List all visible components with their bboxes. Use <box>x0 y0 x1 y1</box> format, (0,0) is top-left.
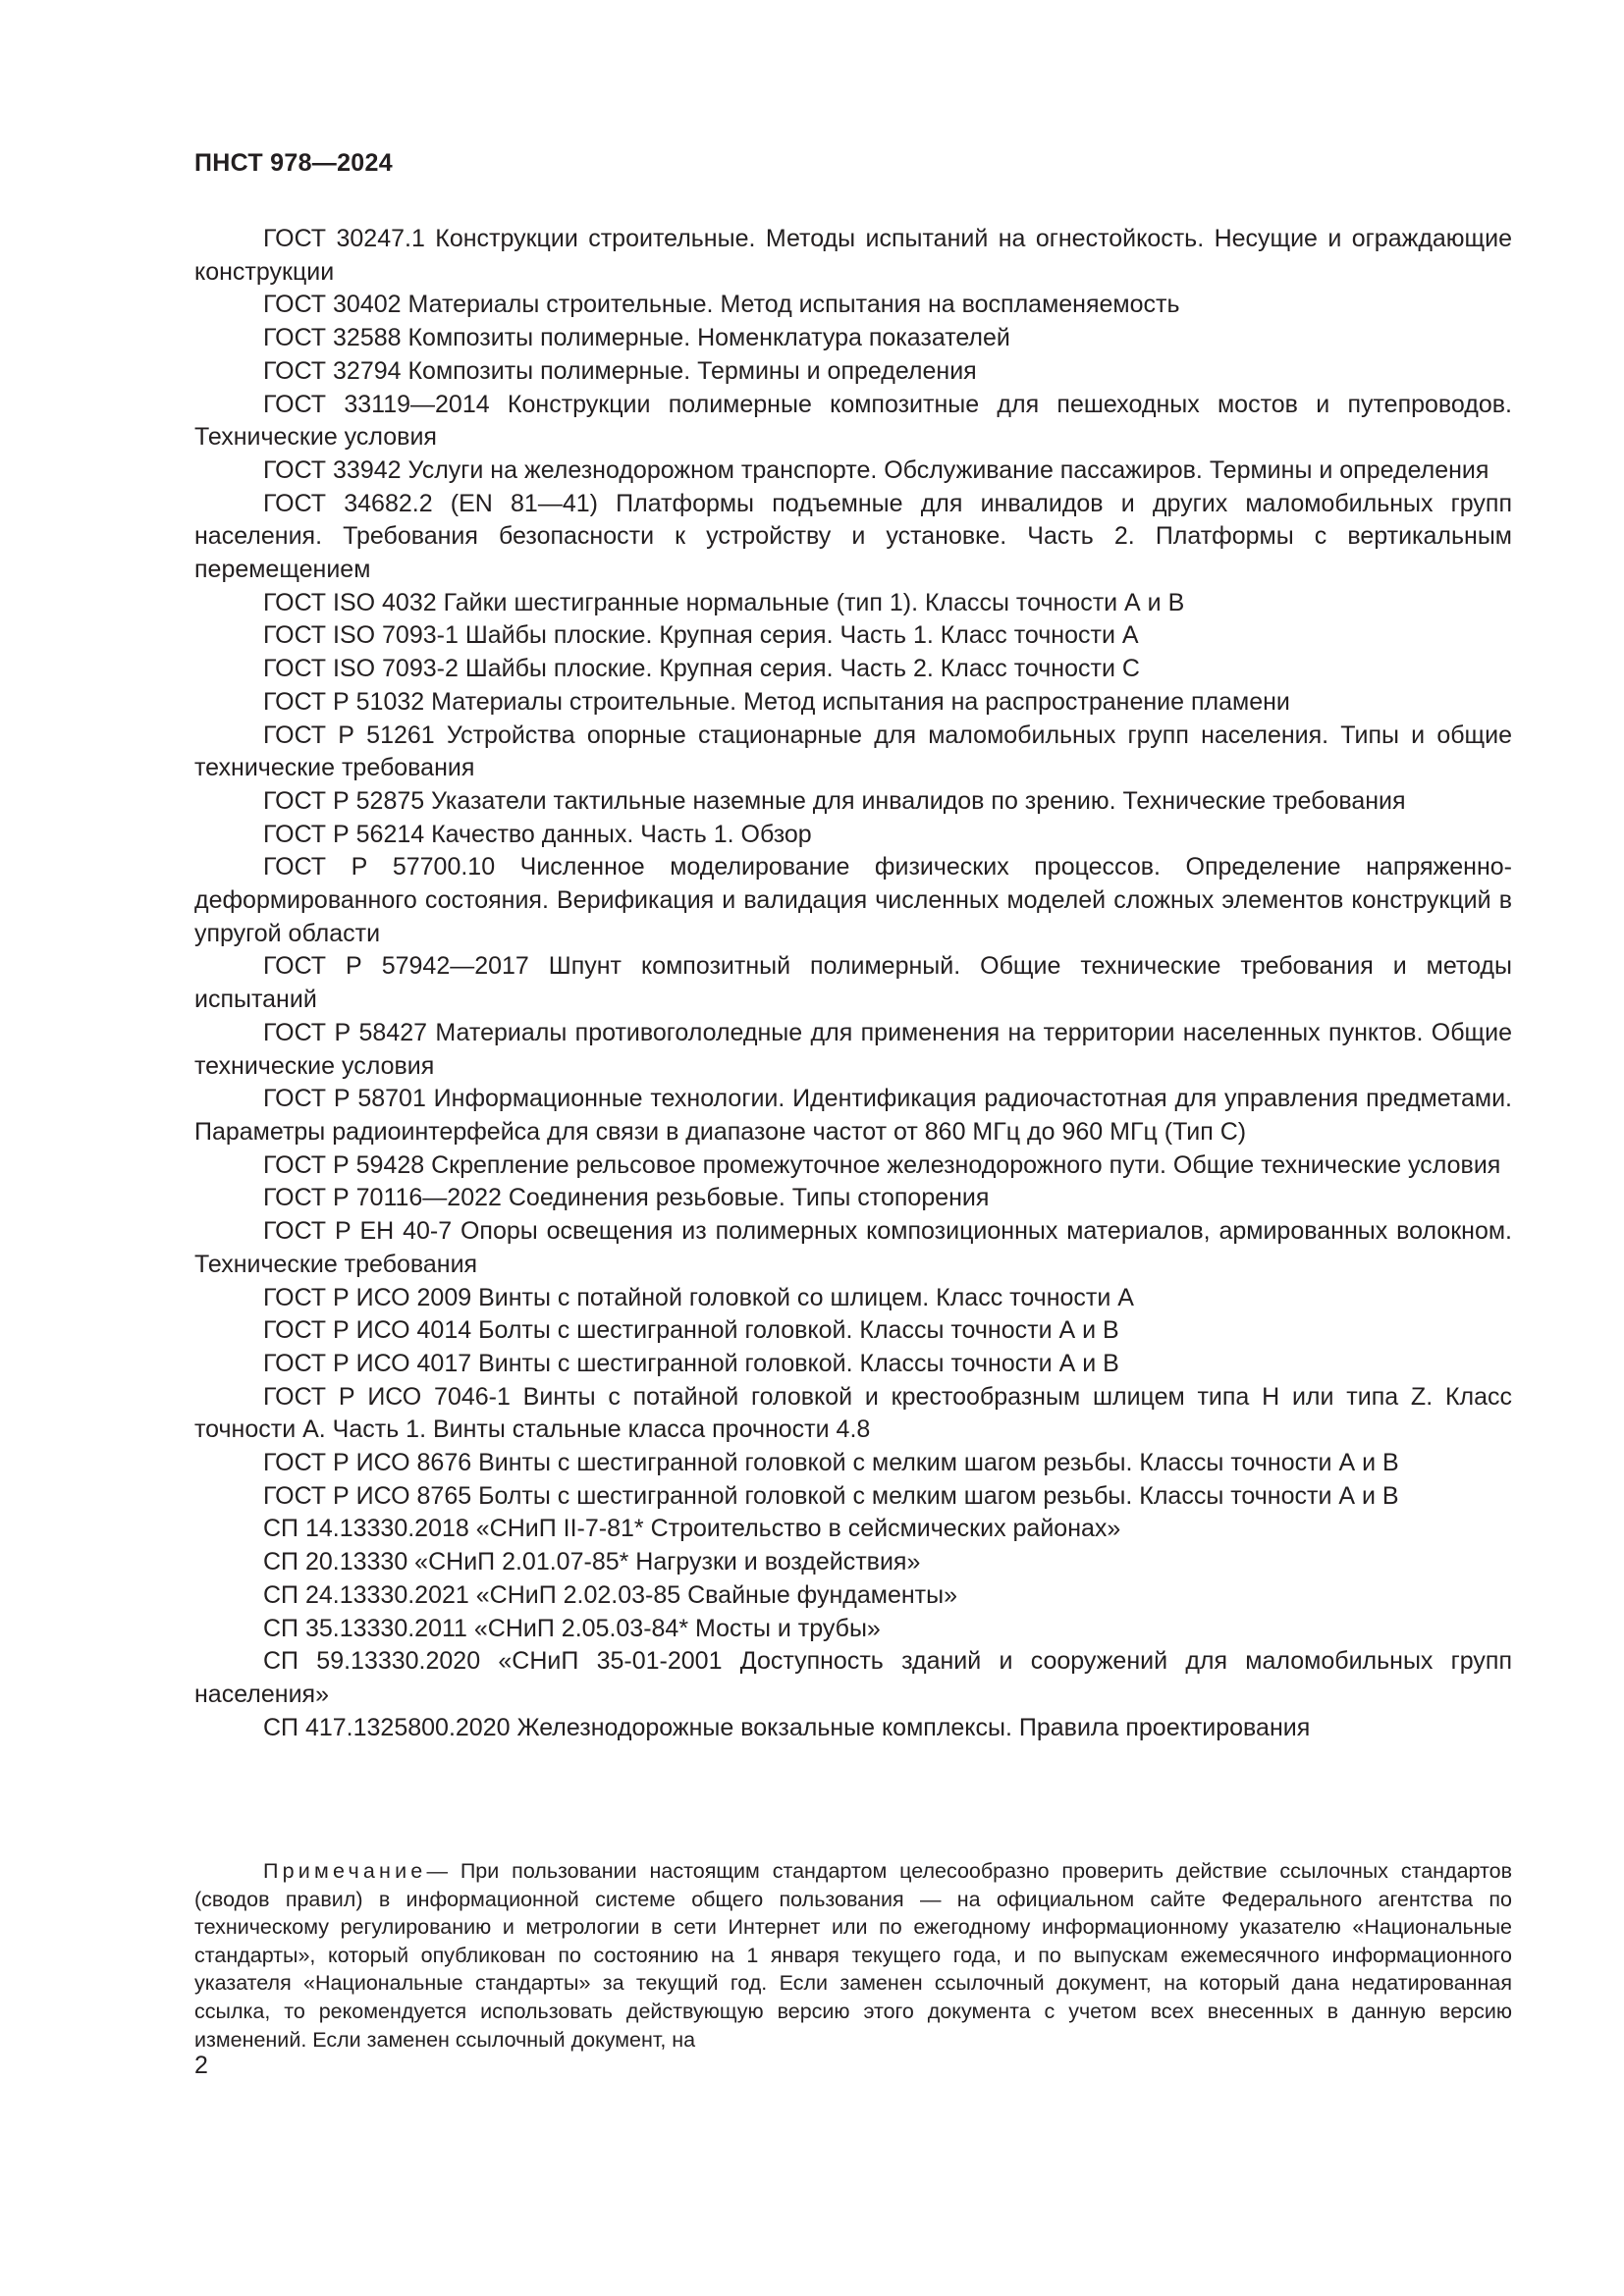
note-label: Примечание <box>263 1859 427 1883</box>
reference-item: СП 20.13330 «СНиП 2.01.07-85* Нагрузки и воздействия» <box>263 1548 921 1576</box>
reference-item: ГОСТ Р 51032 Материалы строительные. Метод испытания на распространение пламени <box>263 687 1290 716</box>
reference-item: ГОСТ 34682.2 (EN 81—41) Платформы подъемные для инвалидов и других маломобильных групп населения. Требования безопасности к устройству и установке. Часть 2. Платформы с вертикальным перемещением <box>194 489 1512 584</box>
reference-item: ГОСТ Р 57700.10 Численное моделирование физических процессов. Определение напряженно-деформированного состояния. Верификация и валидация численных моделей сложных элементов конструкций в упругой области <box>194 853 1512 947</box>
note-text: — При пользовании настоящим стандартом целесообразно проверить действие ссылочных стандартов (сводов правил) в информационной системе общего пользования — на официальном сайте Федерального агентства по техническому регулированию и метрологии в сети Интернет или по ежегодному информационному указателю «Национальные стандарты», который опубликован по состоянию на 1 января текущего года, и по выпускам ежемесячного информационного указателя «Национальные стандарты» за текущий год. Если заменен ссылочный документ, на который дана недатированная ссылка, то рекомендуется использовать действующую версию этого документа с учетом всех внесенных в данную версию изменений. Если заменен ссылочный документ, на <box>194 1859 1512 2052</box>
reference-item: ГОСТ 33942 Услуги на железнодорожном транспорте. Обслуживание пассажиров. Термины и определения <box>263 455 1489 484</box>
reference-item: СП 417.1325800.2020 Железнодорожные вокзальные комплексы. Правила проектирования <box>263 1713 1311 1741</box>
reference-item: ГОСТ 33119—2014 Конструкции полимерные композитные для пешеходных мостов и путепроводов. Технические условия <box>194 390 1512 452</box>
note-paragraph <box>194 1857 1512 2054</box>
reference-item: СП 14.13330.2018 «СНиП II-7-81* Строительство в сейсмических районах» <box>263 1515 1121 1543</box>
reference-item: ГОСТ Р ИСО 7046-1 Винты с потайной головкой и крестообразным шлицем типа Н или типа Z. Класс точности А. Часть 1. Винты стальные класса прочности 4.8 <box>194 1382 1512 1444</box>
page-number: 2 <box>194 2052 208 2079</box>
reference-item: ГОСТ Р ИСО 8765 Болты с шестигранной головкой с мелким шагом резьбы. Классы точности А и В <box>263 1481 1399 1510</box>
reference-item: ГОСТ Р ИСО 2009 Винты с потайной головкой со шлицем. Класс точности А <box>263 1283 1134 1311</box>
reference-item: СП 59.13330.2020 «СНиП 35-01-2001 Доступность зданий и сооружений для маломобильных групп населения» <box>194 1647 1512 1708</box>
reference-item: ГОСТ Р 58427 Материалы противогололедные для применения на территории населенных пунктов. Общие технические условия <box>194 1018 1512 1080</box>
reference-item: ГОСТ Р 70116—2022 Соединения резьбовые. Типы стопорения <box>263 1184 990 1212</box>
reference-item: ГОСТ 32794 Композиты полимерные. Термины и определения <box>263 356 977 385</box>
reference-item: ГОСТ Р 56214 Качество данных. Часть 1. Обзор <box>263 820 812 848</box>
reference-item: СП 35.13330.2011 «СНиП 2.05.03-84* Мосты и трубы» <box>263 1614 881 1642</box>
reference-item: ГОСТ Р ИСО 4014 Болты с шестигранной головкой. Классы точности А и В <box>263 1316 1119 1345</box>
reference-item: ГОСТ Р ИСО 4017 Винты с шестигранной головкой. Классы точности А и В <box>263 1349 1119 1377</box>
document-code-header: ПНСТ 978—2024 <box>194 149 393 177</box>
reference-item: ГОСТ Р ЕН 40-7 Опоры освещения из полимерных композиционных материалов, армированных волокном. Технические требования <box>194 1217 1512 1278</box>
reference-item: ГОСТ 30247.1 Конструкции строительные. Методы испытаний на огнестойкость. Несущие и ограждающие конструкции <box>194 225 1512 286</box>
reference-item: ГОСТ 30402 Материалы строительные. Метод испытания на воспламеняемость <box>263 291 1180 319</box>
reference-item: ГОСТ ISO 7093-1 Шайбы плоские. Крупная серия. Часть 1. Класс точности А <box>263 621 1139 650</box>
reference-item: ГОСТ ISO 7093-2 Шайбы плоские. Крупная серия. Часть 2. Класс точности С <box>263 655 1140 683</box>
reference-item: ГОСТ Р 58701 Информационные технологии. Идентификация радиочастотная для управления предметами. Параметры радиоинтерфейса для связи в диапазоне частот от 860 МГц до 960 МГц (Тип С) <box>194 1085 1512 1146</box>
reference-item: ГОСТ Р 59428 Скрепление рельсовое промежуточное железнодорожного пути. Общие технические условия <box>263 1150 1501 1179</box>
reference-item: ГОСТ ISO 4032 Гайки шестигранные нормальные (тип 1). Классы точности А и В <box>263 588 1185 616</box>
reference-item: ГОСТ Р 57942—2017 Шпунт композитный полимерный. Общие технические требования и методы испытаний <box>194 952 1512 1014</box>
reference-item: ГОСТ 32588 Композиты полимерные. Номенклатура показателей <box>263 324 1010 352</box>
reference-item: ГОСТ Р ИСО 8676 Винты с шестигранной головкой с мелким шагом резьбы. Классы точности А и В <box>263 1449 1399 1477</box>
reference-item: ГОСТ Р 51261 Устройства опорные стационарные для маломобильных групп населения. Типы и общие технические требования <box>194 721 1512 782</box>
reference-item: ГОСТ Р 52875 Указатели тактильные наземные для инвалидов по зрению. Технические требования <box>263 786 1406 815</box>
normative-references-list <box>194 223 1512 1744</box>
reference-item: СП 24.13330.2021 «СНиП 2.02.03-85 Свайные фундаменты» <box>263 1580 957 1609</box>
